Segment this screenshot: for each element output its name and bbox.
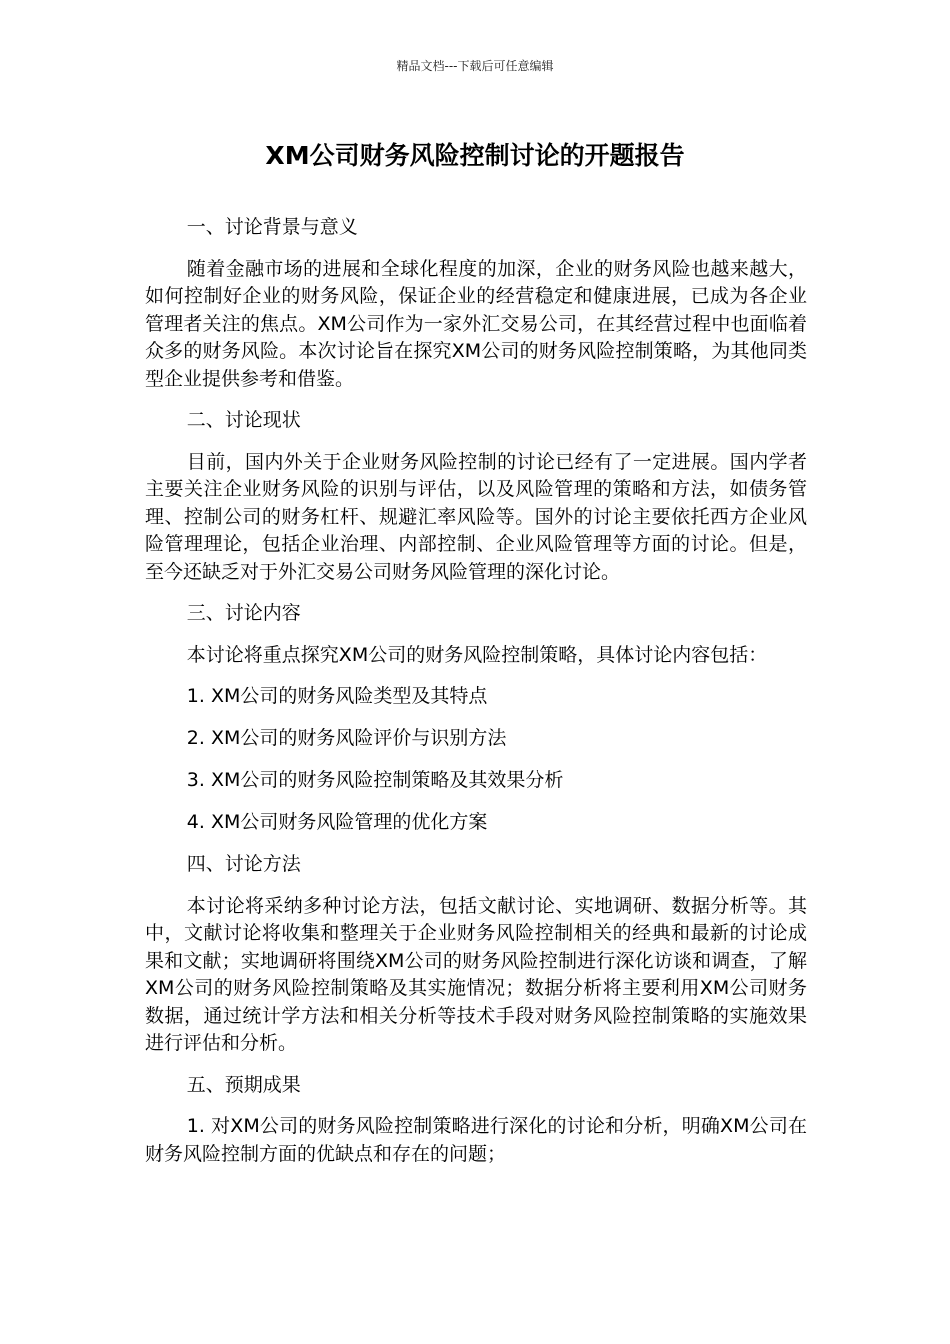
list-item: 3. XM公司的财务风险控制策略及其效果分析 xyxy=(186,769,564,791)
section-heading-content: 三、讨论内容 xyxy=(186,602,301,624)
document-title: XM公司财务风险控制讨论的开题报告 xyxy=(265,141,685,170)
section-heading-method: 四、讨论方法 xyxy=(186,853,301,875)
section-heading-background: 一、讨论背景与意义 xyxy=(186,216,358,238)
paragraph-background: 随着金融市场的进展和全球化程度的加深，企业的财务风险也越来越大，如何控制好企业的财务风险，保证企业的经营稳定和健康进展，已成为各企业管理者关注的焦点。XM公司作为一家外汇交易公司，在其经营过程中也面临着众多的财务风险。本次讨论旨在探究XM公司的财务风险控制策略，为其他同类型企业提供参考和借鉴。 xyxy=(145,257,807,390)
paragraph-method: 本讨论将采纳多种讨论方法，包括文献讨论、实地调研、数据分析等。其中，文献讨论将收集和整理关于企业财务风险控制相关的经典和最新的讨论成果和文献；实地调研将围绕XM公司的财务风险控制进行深化访谈和调查，了解XM公司的财务风险控制策略及其实施情况；数据分析将主要利用XM公司财务数据，通过统计学方法和相关分析等技术手段对财务风险控制策略的实施效果进行评估和分析。 xyxy=(145,894,807,1054)
document-body xyxy=(145,214,807,1182)
paragraph-content-intro: 本讨论将重点探究XM公司的财务风险控制策略，具体讨论内容包括： xyxy=(186,643,768,666)
section-heading-status: 二、讨论现状 xyxy=(186,409,301,431)
list-item: 1. XM公司的财务风险类型及其特点 xyxy=(186,685,488,707)
paragraph-status: 目前，国内外关于企业财务风险控制的讨论已经有了一定进展。国内学者主要关注企业财务风险的识别与评估，以及风险管理的策略和方法，如债务管理、控制公司的财务杠杆、规避汇率风险等。国外的讨论主要依托西方企业风险管理理论，包括企业治理、内部控制、企业风险管理等方面的讨论。但是，至今还缺乏对于外汇交易公司财务风险管理的深化讨论。 xyxy=(145,450,807,583)
section-heading-results: 五、预期成果 xyxy=(186,1073,301,1096)
list-item: 4. XM公司财务风险管理的优化方案 xyxy=(186,811,488,833)
page-header-note: 精品文档---下载后可任意编辑 xyxy=(396,59,554,73)
paragraph-results-item-1: 1. 对XM公司的财务风险控制策略进行深化的讨论和分析，明确XM公司在财务风险控制方面的优缺点和存在的问题； xyxy=(145,1115,807,1165)
list-item: 2. XM公司的财务风险评价与识别方法 xyxy=(186,727,507,749)
